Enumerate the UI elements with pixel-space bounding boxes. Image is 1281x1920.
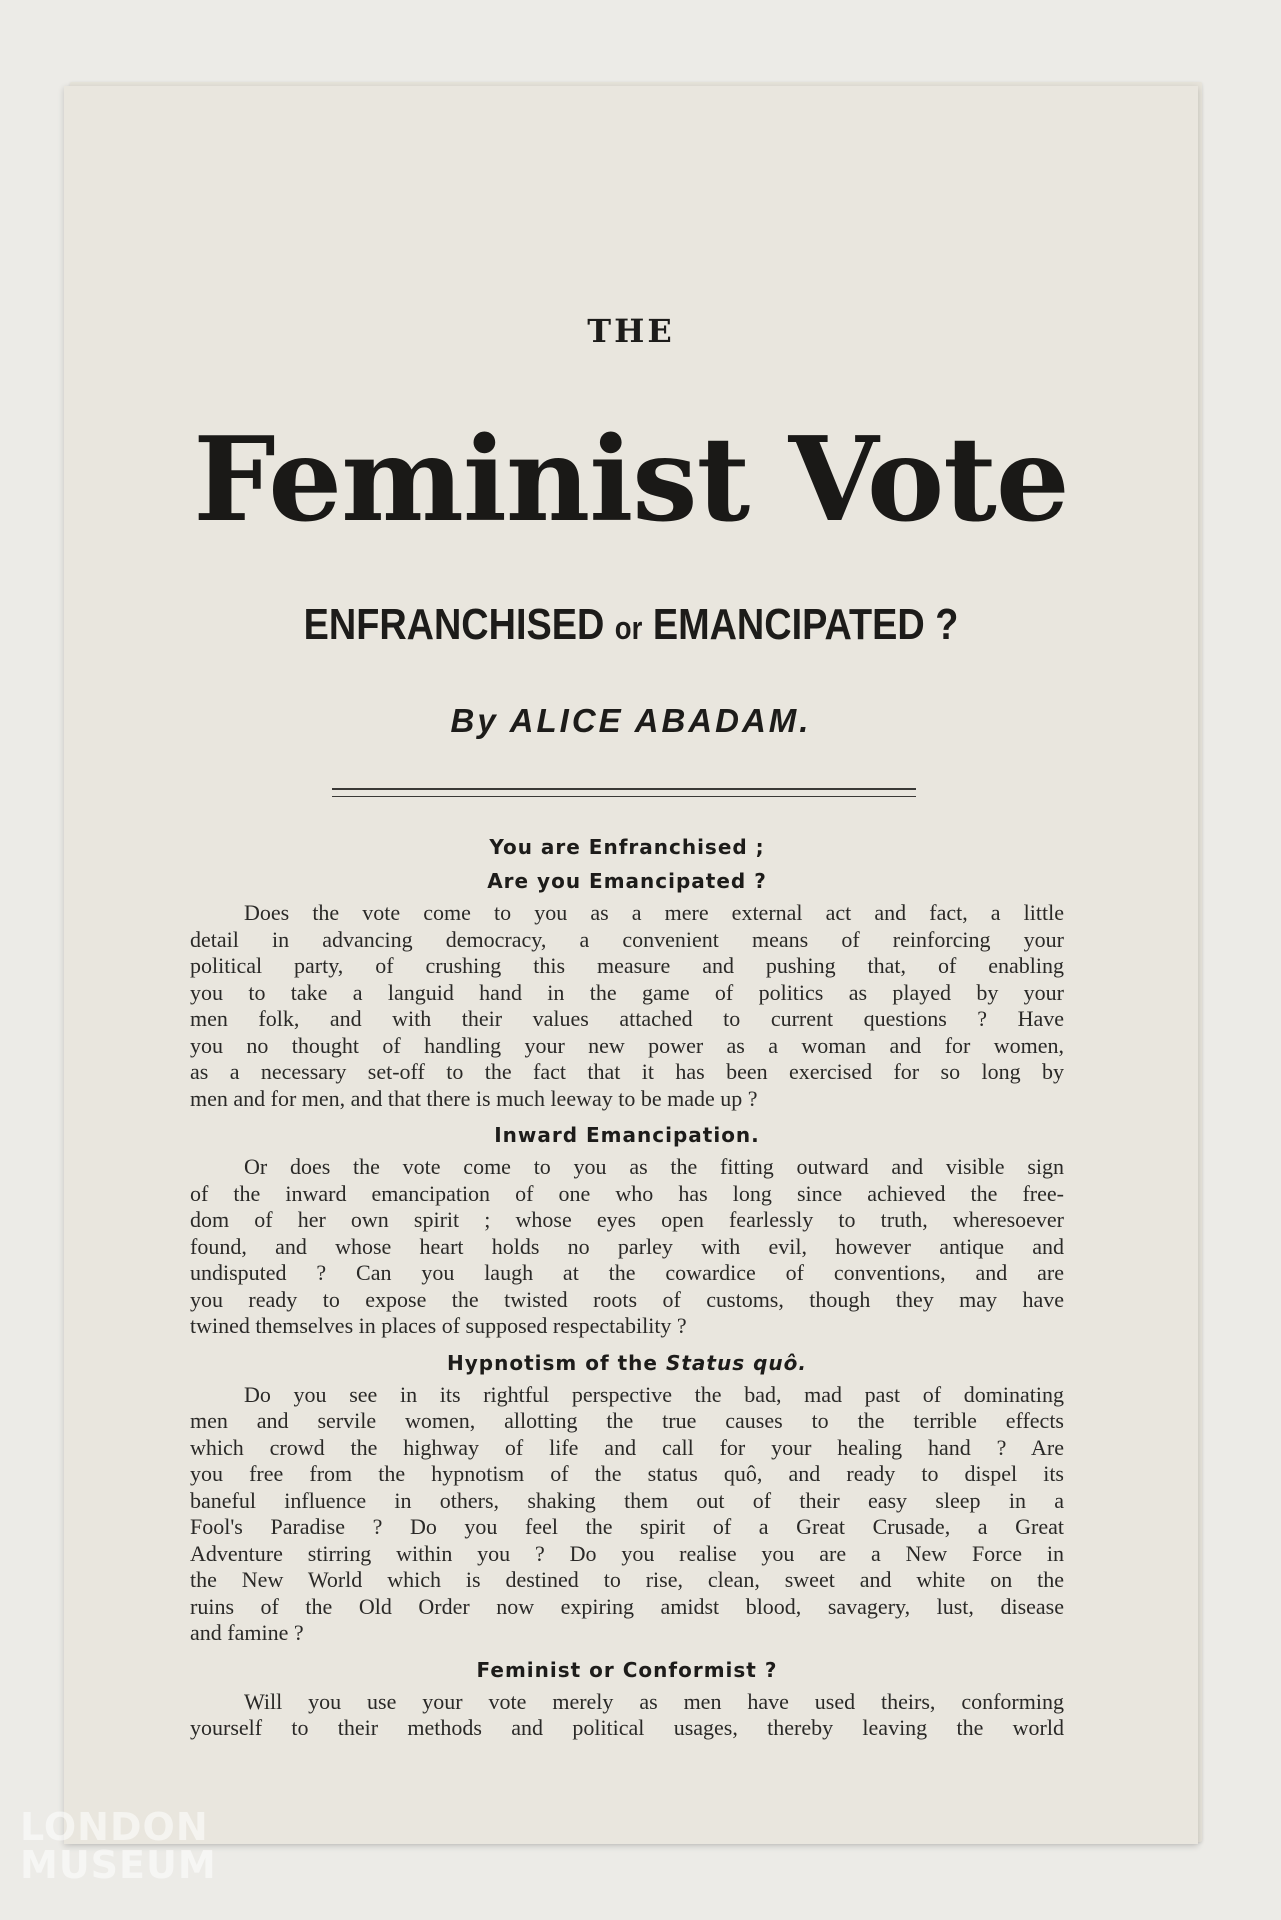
paragraph-line: you no thought of handling your new power as a woman and for women, bbox=[190, 1032, 1064, 1058]
byline: By ALICE ABADAM. bbox=[450, 702, 812, 739]
paragraph-line: dom of her own spirit ; whose eyes open fearlessly to truth, wheresoever bbox=[190, 1207, 1064, 1232]
paragraph-line: men and servile women, allotting the true causes to the terrible effects bbox=[190, 1408, 1064, 1433]
paragraph bbox=[190, 900, 1064, 1112]
subtitle-or: or bbox=[614, 610, 643, 646]
paragraph bbox=[190, 1689, 1064, 1742]
paragraph-line: detail in advancing democracy, a convenient means of reinforcing your bbox=[190, 926, 1064, 952]
paragraph bbox=[190, 1154, 1064, 1340]
section-heading-italic: Status quô. bbox=[665, 1350, 807, 1375]
paragraph-line: the New World which is destined to rise, clean, sweet and white on the bbox=[190, 1567, 1064, 1592]
paragraph-line: baneful influence in others, shaking them out of their easy sleep in a bbox=[190, 1487, 1064, 1513]
subtitle bbox=[143, 600, 1118, 650]
leaflet-page bbox=[64, 86, 1198, 1844]
section-heading-text: Inward Emancipation. bbox=[494, 1123, 760, 1147]
section-heading-text: Feminist or Conformist ? bbox=[476, 1657, 778, 1682]
section-heading bbox=[190, 1118, 1064, 1152]
paragraph-line: men and for men, and that there is much leeway to be made up ? bbox=[190, 1085, 758, 1111]
paragraph-line: Do you see in its rightful perspective the bad, mad past of dominating bbox=[244, 1381, 1064, 1407]
article-body bbox=[190, 830, 1064, 1748]
subtitle-emancipated: EMANCIPATED ? bbox=[652, 600, 959, 649]
paragraph-line: and famine ? bbox=[190, 1620, 304, 1645]
paragraph-line: Does the vote come to you as a mere external act and fact, a little bbox=[244, 900, 1064, 925]
subtitle-enfranchised: ENFRANCHISED bbox=[303, 600, 605, 649]
section-heading bbox=[190, 864, 1064, 898]
paragraph-line: ruins of the Old Order now expiring amidst blood, savagery, lust, disease bbox=[190, 1593, 1064, 1619]
section-heading-text: Hypnotism of the bbox=[447, 1350, 666, 1375]
section-heading-text: You are Enfranchised ; bbox=[489, 835, 765, 859]
paragraph bbox=[190, 1382, 1064, 1647]
museum-watermark bbox=[20, 1805, 217, 1887]
paragraph-line: twined themselves in places of supposed respectability ? bbox=[190, 1313, 687, 1338]
paragraph-line: political party, of crushing this measure and pushing that, of enabling bbox=[190, 953, 1064, 978]
paragraph-line: Will you use your vote merely as men have used theirs, conforming bbox=[244, 1688, 1064, 1714]
paragraph-line: Or does the vote come to you as the fitting outward and visible sign bbox=[244, 1154, 1064, 1179]
paragraph-line: you ready to expose the twisted roots of customs, though they may have bbox=[190, 1286, 1064, 1312]
paragraph-line: men folk, and with their values attached to current questions ? Have bbox=[190, 1006, 1064, 1031]
section-heading-text: Are you Emancipated ? bbox=[487, 869, 767, 893]
divider-rule bbox=[332, 788, 916, 797]
paragraph-line: yourself to their methods and political usages, thereby leaving the world bbox=[190, 1715, 1064, 1740]
section-heading bbox=[190, 1346, 1064, 1380]
section-heading bbox=[190, 830, 1064, 864]
title-the: THE bbox=[587, 312, 675, 350]
paragraph-line: you free from the hypnotism of the status quô, and ready to dispel its bbox=[190, 1461, 1064, 1486]
paragraph-line: you to take a languid hand in the game of politics as played by your bbox=[190, 979, 1064, 1005]
paragraph-line: as a necessary set-off to the fact that it has been exercised for so long by bbox=[190, 1059, 1064, 1084]
paragraph-line: Adventure stirring within you ? Do you realise you are a New Force in bbox=[190, 1540, 1064, 1566]
paragraph-line: which crowd the highway of life and call for your healing hand ? Are bbox=[190, 1434, 1064, 1460]
paragraph-line: Fool's Paradise ? Do you feel the spirit of a Great Crusade, a Great bbox=[190, 1514, 1064, 1539]
paragraph-line: found, and whose heart holds no parley with evil, however antique and bbox=[190, 1233, 1064, 1259]
paragraph-line: undisputed ? Can you laugh at the cowardice of conventions, and are bbox=[190, 1260, 1064, 1285]
page-title: Feminist Vote bbox=[193, 412, 1069, 548]
watermark-line: MUSEUM bbox=[20, 1843, 217, 1887]
paragraph-line: of the inward emancipation of one who has long since achieved the free- bbox=[190, 1180, 1064, 1206]
watermark-line: LONDON bbox=[20, 1805, 209, 1849]
section-heading bbox=[190, 1653, 1064, 1687]
